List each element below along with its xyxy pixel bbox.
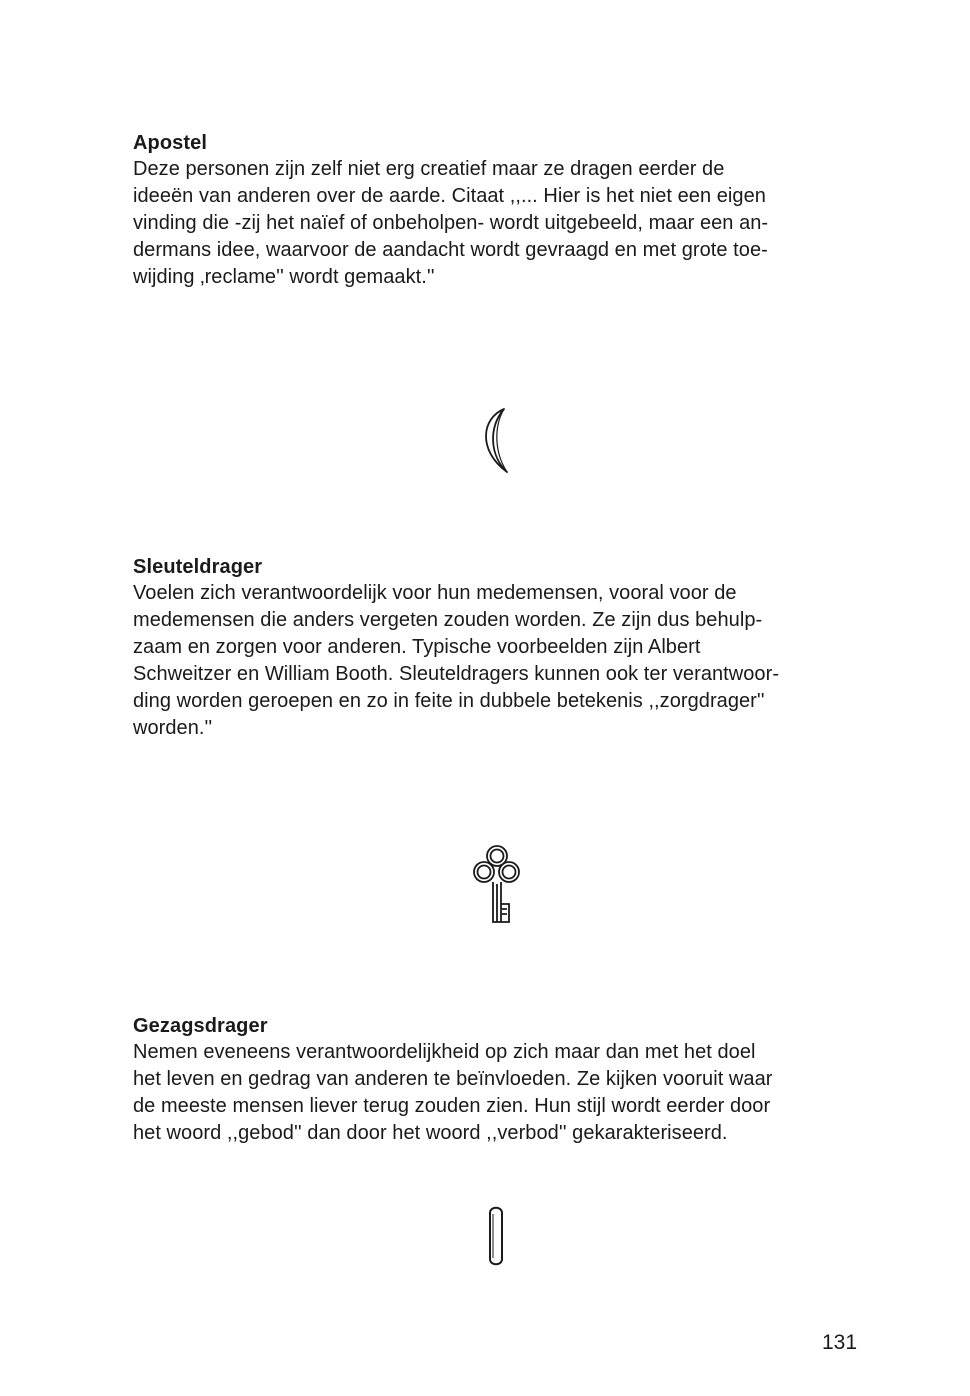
text-line: worden.'' [133,717,213,739]
section-paragraph [133,1039,861,1147]
text-line: het woord ,,gebod'' dan door het woord ,,verbod'' gekarakteriseerd. [133,1122,728,1144]
rod-icon [485,1205,507,1267]
text-line: de meeste mensen liever terug zouden zien. Hun stijl wordt eerder door [133,1095,771,1117]
section-heading: Sleuteldrager [133,556,263,578]
section-heading: Gezagsdrager [133,1015,268,1037]
text-line: ideeën van anderen over de aarde. Citaat ,,... Hier is het niet een eigen [133,185,766,207]
text-line: Deze personen zijn zelf niet erg creatief maar ze dragen eerder de [133,158,725,180]
text-line: Schweitzer en William Booth. Sleuteldragers kunnen ook ter verantwoor- [133,663,780,685]
section-gezagsdrager [133,1013,861,1147]
text-line: dermans idee, waarvoor de aandacht wordt gevraagd en met grote toe- [133,239,768,261]
crescent-moon-icon [476,406,516,474]
text-line: Nemen eveneens verantwoordelijkheid op zich maar dan met het doel [133,1041,756,1063]
section-apostel [133,130,861,291]
text-line: zaam en zorgen voor anderen. Typische voorbeelden zijn Albert [133,636,701,658]
text-line: het leven en gedrag van anderen te beïnvloeden. Ze kijken vooruit waar [133,1068,773,1090]
text-line: wijding ‚reclame'' wordt gemaakt.'' [133,266,435,288]
section-paragraph [133,156,861,291]
text-line: Voelen zich verantwoordelijk voor hun medemensen, vooral voor de [133,582,737,604]
page-number: 131 [822,1331,858,1354]
text-line: ding worden geroepen en zo in feite in dubbele betekenis ,,zorgdrager'' [133,690,765,712]
section-heading: Apostel [133,132,208,154]
key-icon [466,842,526,926]
text-line: medemensen die anders vergeten zouden worden. Ze zijn dus behulp- [133,609,763,631]
section-sleuteldrager [133,554,861,742]
section-paragraph [133,580,861,742]
text-line: vinding die -zij het naïef of onbeholpen- wordt uitgebeeld, maar een an- [133,212,769,234]
